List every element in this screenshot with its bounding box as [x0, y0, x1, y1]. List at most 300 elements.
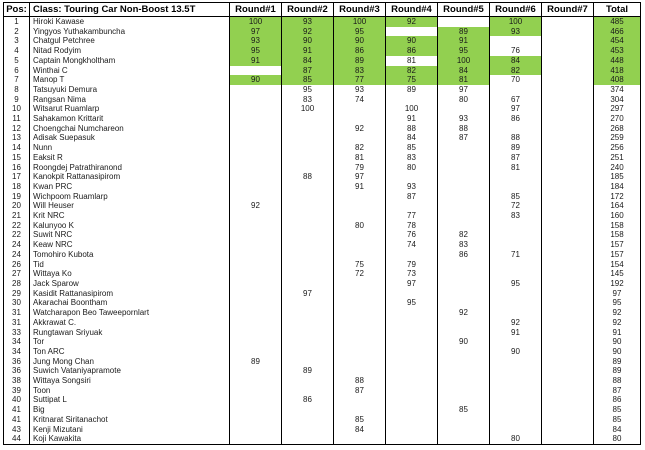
total-score-cell: 259 — [594, 133, 641, 143]
table-row — [4, 279, 641, 289]
round-score-cell: 79 — [334, 163, 386, 173]
round-score-cell — [438, 153, 490, 163]
round-column-header: Round#7 — [542, 3, 594, 17]
round-score-cell — [230, 318, 282, 328]
round-score-cell: 75 — [334, 260, 386, 270]
round-score-cell: 91 — [282, 46, 334, 56]
round-score-cell — [386, 395, 438, 405]
round-score-cell: 89 — [230, 357, 282, 367]
round-score-cell — [490, 386, 542, 396]
total-score-cell: 485 — [594, 17, 641, 27]
round-score-cell — [438, 192, 490, 202]
round-score-cell — [438, 289, 490, 299]
round-score-cell: 80 — [334, 221, 386, 231]
round-score-cell — [282, 143, 334, 153]
round-score-cell — [542, 192, 594, 202]
round-score-cell: 83 — [386, 153, 438, 163]
table-row — [4, 172, 641, 182]
driver-name-cell: Nitad Rodyim — [30, 46, 230, 56]
round-score-cell: 87 — [386, 192, 438, 202]
driver-name-cell: Toon — [30, 386, 230, 396]
round-score-cell — [386, 95, 438, 105]
round-score-cell — [230, 143, 282, 153]
round-score-cell — [334, 337, 386, 347]
round-score-cell — [542, 133, 594, 143]
round-score-cell: 81 — [490, 163, 542, 173]
round-score-cell — [386, 201, 438, 211]
round-column-header: Round#1 — [230, 3, 282, 17]
round-score-cell: 86 — [386, 46, 438, 56]
round-score-cell — [230, 153, 282, 163]
round-score-cell — [386, 405, 438, 415]
position-cell: 8 — [4, 85, 30, 95]
total-score-cell: 85 — [594, 405, 641, 415]
total-column-header: Total — [594, 3, 641, 17]
round-score-cell — [386, 347, 438, 357]
driver-name-cell: Kanokpit Rattanasipirom — [30, 172, 230, 182]
round-score-cell: 85 — [438, 405, 490, 415]
round-score-cell — [438, 386, 490, 396]
round-score-cell — [438, 357, 490, 367]
round-score-cell — [230, 347, 282, 357]
round-score-cell — [438, 434, 490, 444]
round-score-cell — [542, 172, 594, 182]
total-score-cell: 453 — [594, 46, 641, 56]
table-row — [4, 405, 641, 415]
total-score-cell: 91 — [594, 328, 641, 338]
round-score-cell — [542, 298, 594, 308]
table-row — [4, 250, 641, 260]
round-score-cell — [438, 211, 490, 221]
table-row — [4, 366, 641, 376]
table-row — [4, 153, 641, 163]
round-score-cell: 95 — [282, 85, 334, 95]
round-score-cell — [230, 172, 282, 182]
driver-name-cell: Keaw NRC — [30, 240, 230, 250]
round-score-cell — [438, 347, 490, 357]
round-score-cell: 92 — [334, 124, 386, 134]
round-score-cell: 89 — [386, 85, 438, 95]
round-score-cell — [542, 318, 594, 328]
round-score-cell: 84 — [386, 133, 438, 143]
driver-name-cell: Adisak Suepasuk — [30, 133, 230, 143]
round-score-cell: 80 — [386, 163, 438, 173]
round-score-cell: 84 — [334, 425, 386, 435]
total-score-cell: 97 — [594, 289, 641, 299]
position-cell: 4 — [4, 46, 30, 56]
round-score-cell — [490, 366, 542, 376]
round-score-cell: 86 — [490, 114, 542, 124]
round-score-cell — [490, 260, 542, 270]
round-score-cell: 90 — [490, 347, 542, 357]
round-score-cell — [230, 66, 282, 76]
table-row — [4, 143, 641, 153]
round-score-cell — [490, 405, 542, 415]
round-score-cell: 87 — [438, 133, 490, 143]
position-cell: 10 — [4, 104, 30, 114]
round-score-cell: 97 — [490, 104, 542, 114]
round-score-cell: 97 — [282, 289, 334, 299]
driver-name-cell: Kasidit Rattanasipirom — [30, 289, 230, 299]
table-row — [4, 240, 641, 250]
round-score-cell: 77 — [386, 211, 438, 221]
round-score-cell: 74 — [386, 240, 438, 250]
position-cell: 31 — [4, 308, 30, 318]
round-score-cell — [230, 376, 282, 386]
position-cell: 34 — [4, 347, 30, 357]
driver-name-cell: Suwit NRC — [30, 230, 230, 240]
round-score-cell — [542, 114, 594, 124]
round-score-cell — [230, 279, 282, 289]
round-score-cell — [386, 357, 438, 367]
total-score-cell: 268 — [594, 124, 641, 134]
driver-name-cell: Nunn — [30, 143, 230, 153]
round-score-cell — [542, 182, 594, 192]
table-row — [4, 182, 641, 192]
total-score-cell: 418 — [594, 66, 641, 76]
round-score-cell — [282, 260, 334, 270]
round-score-cell — [542, 163, 594, 173]
round-score-cell: 89 — [438, 27, 490, 37]
position-cell: 43 — [4, 425, 30, 435]
round-column-header: Round#3 — [334, 3, 386, 17]
total-score-cell: 89 — [594, 357, 641, 367]
round-score-cell — [542, 211, 594, 221]
round-score-cell: 92 — [438, 308, 490, 318]
round-score-cell — [282, 347, 334, 357]
driver-name-cell: Eaksit R — [30, 153, 230, 163]
pos-column-header: Pos: — [4, 3, 30, 17]
round-score-cell — [438, 318, 490, 328]
round-score-cell — [230, 366, 282, 376]
round-score-cell — [438, 143, 490, 153]
position-cell: 17 — [4, 172, 30, 182]
round-score-cell — [282, 201, 334, 211]
round-score-cell — [230, 434, 282, 444]
round-score-cell: 84 — [490, 56, 542, 66]
table-row — [4, 46, 641, 56]
round-score-cell: 83 — [282, 95, 334, 105]
round-score-cell — [438, 395, 490, 405]
round-score-cell: 76 — [386, 230, 438, 240]
total-score-cell: 172 — [594, 192, 641, 202]
header-row — [4, 3, 641, 17]
total-score-cell: 466 — [594, 27, 641, 37]
round-score-cell — [542, 124, 594, 134]
round-score-cell: 72 — [490, 201, 542, 211]
round-score-cell — [282, 240, 334, 250]
round-score-cell — [282, 221, 334, 231]
round-score-cell: 89 — [282, 366, 334, 376]
position-cell: 19 — [4, 192, 30, 202]
round-score-cell — [542, 221, 594, 231]
round-score-cell — [386, 308, 438, 318]
position-cell: 38 — [4, 376, 30, 386]
round-score-cell — [490, 376, 542, 386]
round-score-cell — [230, 95, 282, 105]
position-cell: 3 — [4, 36, 30, 46]
round-score-cell — [230, 230, 282, 240]
position-cell: 44 — [4, 434, 30, 444]
driver-name-cell: Big — [30, 405, 230, 415]
round-score-cell: 89 — [334, 56, 386, 66]
round-score-cell — [282, 357, 334, 367]
round-score-cell — [542, 328, 594, 338]
total-score-cell: 89 — [594, 366, 641, 376]
total-score-cell: 164 — [594, 201, 641, 211]
position-cell: 9 — [4, 95, 30, 105]
round-score-cell — [282, 230, 334, 240]
table-row — [4, 163, 641, 173]
table-row — [4, 328, 641, 338]
round-score-cell — [334, 279, 386, 289]
round-score-cell — [438, 260, 490, 270]
position-cell: 39 — [4, 386, 30, 396]
round-score-cell: 83 — [490, 211, 542, 221]
position-cell: 21 — [4, 211, 30, 221]
round-score-cell — [386, 366, 438, 376]
driver-name-cell: Roongdej Patrathiranond — [30, 163, 230, 173]
round-score-cell — [542, 279, 594, 289]
round-score-cell — [438, 279, 490, 289]
round-score-cell — [542, 95, 594, 105]
round-score-cell — [282, 308, 334, 318]
table-row — [4, 133, 641, 143]
round-column-header: Round#2 — [282, 3, 334, 17]
round-score-cell: 88 — [386, 124, 438, 134]
round-score-cell — [230, 298, 282, 308]
position-cell: 7 — [4, 75, 30, 85]
driver-name-cell: Witsarut Ruamlarp — [30, 104, 230, 114]
table-row — [4, 386, 641, 396]
round-score-cell — [230, 260, 282, 270]
total-score-cell: 270 — [594, 114, 641, 124]
position-cell: 40 — [4, 395, 30, 405]
round-score-cell — [230, 85, 282, 95]
round-score-cell — [542, 308, 594, 318]
table-row — [4, 124, 641, 134]
position-cell: 6 — [4, 66, 30, 76]
round-score-cell — [282, 133, 334, 143]
round-score-cell — [230, 425, 282, 435]
round-score-cell: 70 — [490, 75, 542, 85]
round-score-cell — [334, 308, 386, 318]
position-cell: 26 — [4, 260, 30, 270]
round-score-cell — [490, 172, 542, 182]
round-score-cell: 88 — [334, 376, 386, 386]
round-score-cell — [282, 124, 334, 134]
driver-name-cell: Wittaya Ko — [30, 269, 230, 279]
round-score-cell — [386, 27, 438, 37]
round-score-cell: 85 — [282, 75, 334, 85]
round-score-cell — [282, 318, 334, 328]
total-score-cell: 454 — [594, 36, 641, 46]
round-score-cell — [230, 328, 282, 338]
total-score-cell: 304 — [594, 95, 641, 105]
driver-name-cell: Tatsuyuki Demura — [30, 85, 230, 95]
round-score-cell — [334, 104, 386, 114]
round-score-cell — [490, 230, 542, 240]
round-score-cell: 75 — [386, 75, 438, 85]
round-score-cell — [230, 308, 282, 318]
round-score-cell: 88 — [490, 133, 542, 143]
position-cell: 14 — [4, 143, 30, 153]
round-score-cell — [282, 415, 334, 425]
table-row — [4, 298, 641, 308]
round-score-cell — [282, 192, 334, 202]
driver-name-cell: Captain Mongkholtham — [30, 56, 230, 66]
round-score-cell — [542, 260, 594, 270]
total-score-cell: 92 — [594, 318, 641, 328]
total-score-cell: 154 — [594, 260, 641, 270]
round-score-cell — [230, 269, 282, 279]
round-score-cell — [282, 337, 334, 347]
round-score-cell: 80 — [490, 434, 542, 444]
round-score-cell: 87 — [334, 386, 386, 396]
round-score-cell — [542, 46, 594, 56]
round-score-cell — [438, 182, 490, 192]
round-score-cell — [230, 405, 282, 415]
driver-name-cell: Watcharapon Beo Taweepornlart — [30, 308, 230, 318]
round-score-cell — [230, 192, 282, 202]
table-row — [4, 415, 641, 425]
total-score-cell: 88 — [594, 376, 641, 386]
round-score-cell — [334, 328, 386, 338]
round-score-cell — [490, 182, 542, 192]
round-score-cell — [490, 269, 542, 279]
driver-name-cell: Wichpoom Ruamlarp — [30, 192, 230, 202]
driver-name-cell: Akarachai Boontham — [30, 298, 230, 308]
round-score-cell: 74 — [334, 95, 386, 105]
round-score-cell — [386, 386, 438, 396]
position-cell: 27 — [4, 269, 30, 279]
total-score-cell: 374 — [594, 85, 641, 95]
round-score-cell — [438, 221, 490, 231]
total-score-cell: 90 — [594, 347, 641, 357]
table-row — [4, 36, 641, 46]
round-score-cell: 72 — [334, 269, 386, 279]
round-score-cell: 92 — [230, 201, 282, 211]
round-score-cell: 79 — [386, 260, 438, 270]
position-cell: 31 — [4, 318, 30, 328]
round-score-cell: 84 — [282, 56, 334, 66]
position-cell: 41 — [4, 415, 30, 425]
total-score-cell: 448 — [594, 56, 641, 66]
round-score-cell — [282, 250, 334, 260]
round-score-cell — [282, 328, 334, 338]
round-score-cell: 71 — [490, 250, 542, 260]
round-score-cell: 92 — [282, 27, 334, 37]
total-score-cell: 85 — [594, 415, 641, 425]
total-score-cell: 160 — [594, 211, 641, 221]
table-row — [4, 357, 641, 367]
round-score-cell — [334, 434, 386, 444]
round-score-cell — [230, 104, 282, 114]
standings-body — [4, 17, 641, 445]
table-row — [4, 434, 641, 444]
round-score-cell — [334, 318, 386, 328]
position-cell: 30 — [4, 298, 30, 308]
driver-name-cell: Choengchai Numchareon — [30, 124, 230, 134]
table-row — [4, 337, 641, 347]
round-score-cell: 91 — [490, 328, 542, 338]
round-score-cell — [230, 182, 282, 192]
round-score-cell — [386, 434, 438, 444]
round-score-cell — [438, 201, 490, 211]
round-score-cell — [282, 211, 334, 221]
total-score-cell: 158 — [594, 230, 641, 240]
position-cell: 16 — [4, 163, 30, 173]
round-score-cell: 97 — [438, 85, 490, 95]
round-score-cell — [334, 298, 386, 308]
round-score-cell — [438, 415, 490, 425]
round-score-cell: 88 — [438, 124, 490, 134]
round-score-cell — [282, 114, 334, 124]
round-score-cell — [282, 405, 334, 415]
round-score-cell — [334, 289, 386, 299]
round-score-cell: 93 — [230, 36, 282, 46]
round-score-cell — [490, 124, 542, 134]
round-score-cell — [230, 415, 282, 425]
round-score-cell — [334, 240, 386, 250]
round-score-cell — [542, 337, 594, 347]
round-score-cell — [542, 434, 594, 444]
standings-table — [3, 2, 641, 445]
driver-name-cell: Suwich Vataniyapramote — [30, 366, 230, 376]
round-score-cell — [438, 104, 490, 114]
round-score-cell: 77 — [334, 75, 386, 85]
total-score-cell: 251 — [594, 153, 641, 163]
round-score-cell: 100 — [438, 56, 490, 66]
table-row — [4, 260, 641, 270]
round-score-cell: 86 — [438, 250, 490, 260]
position-cell: 36 — [4, 366, 30, 376]
round-score-cell: 91 — [230, 56, 282, 66]
round-score-cell: 78 — [386, 221, 438, 231]
round-score-cell: 93 — [334, 85, 386, 95]
round-score-cell: 81 — [334, 153, 386, 163]
round-score-cell — [542, 66, 594, 76]
round-score-cell — [334, 230, 386, 240]
driver-name-cell: Winthai C — [30, 66, 230, 76]
driver-name-cell: Manop T — [30, 75, 230, 85]
total-score-cell: 256 — [594, 143, 641, 153]
round-score-cell — [334, 366, 386, 376]
round-score-cell — [542, 17, 594, 27]
round-score-cell — [282, 425, 334, 435]
round-score-cell — [542, 27, 594, 37]
position-cell: 41 — [4, 405, 30, 415]
round-column-header: Round#5 — [438, 3, 490, 17]
round-score-cell — [542, 250, 594, 260]
driver-name-cell: Kenji Mizutani — [30, 425, 230, 435]
round-score-cell — [230, 221, 282, 231]
driver-name-cell: Will Heuser — [30, 201, 230, 211]
round-score-cell: 87 — [282, 66, 334, 76]
total-score-cell: 90 — [594, 337, 641, 347]
round-score-cell: 91 — [438, 36, 490, 46]
round-score-cell: 95 — [438, 46, 490, 56]
round-score-cell — [438, 172, 490, 182]
round-score-cell — [490, 289, 542, 299]
round-score-cell: 100 — [334, 17, 386, 27]
round-score-cell — [542, 366, 594, 376]
table-row — [4, 104, 641, 114]
total-score-cell: 87 — [594, 386, 641, 396]
table-row — [4, 308, 641, 318]
round-score-cell — [386, 328, 438, 338]
position-cell: 36 — [4, 357, 30, 367]
